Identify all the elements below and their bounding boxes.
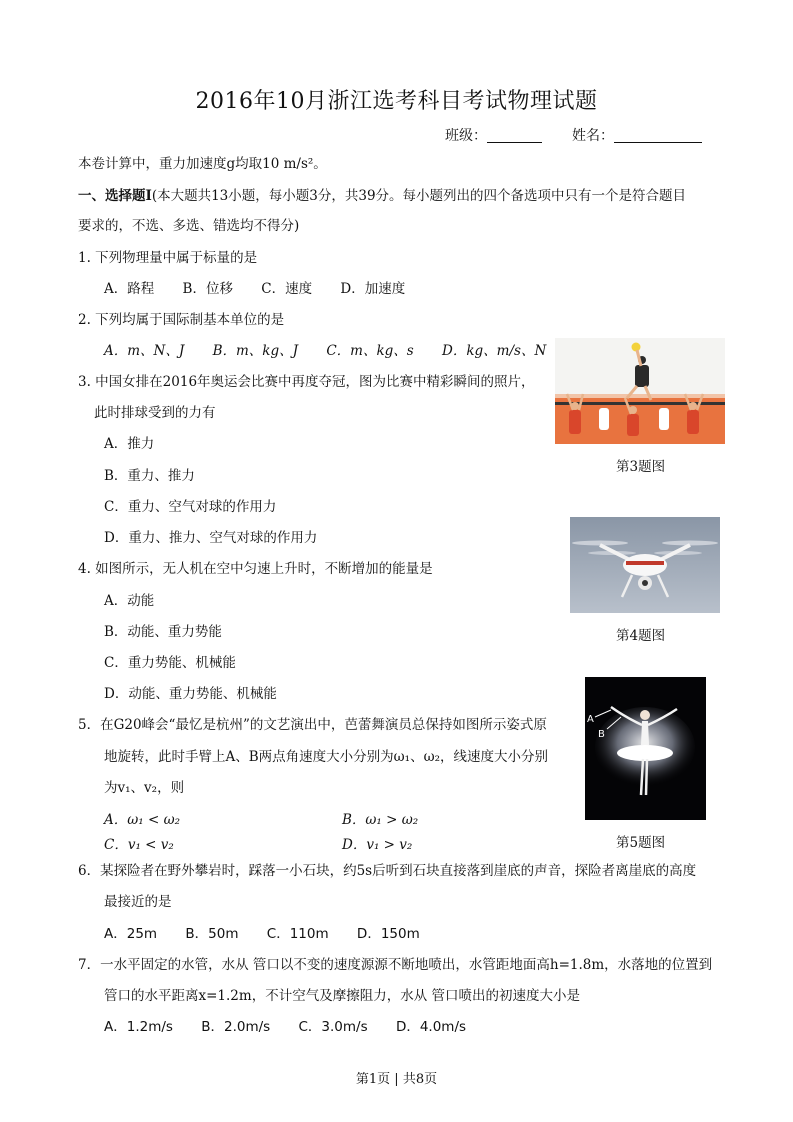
q3-option-c: C．重力、空气对球的作用力 <box>104 499 277 515</box>
q7-option-d: D．4.0m/s <box>395 1019 467 1035</box>
q3-stem-line2: 此时排球受到的力有 <box>94 405 216 421</box>
class-label: 班级： <box>445 128 487 144</box>
q4-stem: 4. 如图所示，无人机在空中匀速上升时，不断增加的能量是 <box>78 561 433 577</box>
q1-options <box>104 283 429 297</box>
point-b-label: B <box>598 729 605 740</box>
name-field <box>572 128 702 143</box>
q7-option-a: A．1.2m/s <box>104 1019 173 1035</box>
q6-option-d: D．150m <box>356 926 420 942</box>
section1-heading: 一、选择题Ⅰ <box>78 188 152 204</box>
q4-option-a: A．动能 <box>104 593 155 609</box>
q4-option-c: C．重力势能、机械能 <box>104 655 236 671</box>
q7-option-c: C．3.0m/s <box>298 1019 368 1035</box>
q7-option-b: B．2.0m/s <box>201 1019 271 1035</box>
q5-option-d: D．v₁ > v₂ <box>342 837 413 853</box>
q6-stem-line2: 最接近的是 <box>104 894 172 910</box>
q5-ballet-photo <box>585 677 706 820</box>
q6-options <box>104 928 444 942</box>
section1-desc-line2: 要求的，不选、多选、错选均不得分) <box>78 218 300 234</box>
q3-option-a: A．推力 <box>104 436 155 452</box>
q4-option-b: B．动能、重力势能 <box>104 624 222 640</box>
q5-option-a: A．ω₁ < ω₂ <box>104 812 180 828</box>
page-footer: 第1页 | 共8页 <box>355 1072 438 1087</box>
q1-option-c: C．速度 <box>261 281 313 297</box>
section1-header <box>78 190 686 204</box>
q3-option-d: D．重力、推力、空气对球的作用力 <box>104 530 318 546</box>
q6-option-a: A．25m <box>104 926 158 942</box>
q5-stem-line2: 地旋转，此时手臂上A、B两点角速度大小分别为ω₁、ω₂，线速度大小分别 <box>104 749 549 765</box>
drone-illustration <box>570 517 720 613</box>
q6-option-b: B．50m <box>185 926 239 942</box>
q1-option-a: A．路程 <box>104 281 155 297</box>
q2-option-d: D．kg、m/s、N <box>442 343 547 359</box>
q6-option-c: C．110m <box>266 926 329 942</box>
point-a-label: A <box>587 714 594 725</box>
q6-stem-line1: 6．某探险者在野外攀岩时，踩落一小石块，约5s后听到石块直接落到崖底的声音，探险者离崖底的高度 <box>78 863 697 879</box>
q5-stem-line3: 为v₁、v₂，则 <box>104 780 185 796</box>
name-label: 姓名： <box>572 128 614 144</box>
q3-volleyball-photo <box>555 338 725 444</box>
q1-option-d: D．加速度 <box>340 281 406 297</box>
q2-stem: 2. 下列均属于国际制基本单位的是 <box>78 312 285 328</box>
q2-options <box>104 345 570 359</box>
volleyball-illustration <box>555 338 725 444</box>
q5-option-c: C．v₁ < v₂ <box>104 837 174 853</box>
gravity-note: 本卷计算中，重力加速度g均取10 m/s²。 <box>78 156 327 172</box>
q5-caption: 第5题图 <box>616 835 666 851</box>
page-title: 2016年10月浙江选考科目考试物理试题 <box>195 89 598 114</box>
q3-caption: 第3题图 <box>616 459 666 475</box>
class-field <box>445 128 542 143</box>
q5-option-b: B．ω₁ > ω₂ <box>342 812 419 828</box>
q2-option-a: A．m、N、J <box>104 343 185 359</box>
q3-option-b: B．重力、推力 <box>104 468 195 484</box>
ballerina-illustration <box>585 677 706 820</box>
q7-stem-line1: 7．一水平固定的水管，水从 管口以不变的速度源源不断地喷出，水管距地面高h=1.8m，水落地的位置到 <box>78 957 713 973</box>
name-blank <box>614 128 702 143</box>
q1-option-b: B．位移 <box>182 281 233 297</box>
q7-stem-line2: 管口的水平距离x=1.2m，不计空气及摩擦阻力，水从 管口喷出的初速度大小是 <box>104 988 580 1004</box>
class-blank <box>487 128 542 143</box>
q1-stem: 1. 下列物理量中属于标量的是 <box>78 250 258 266</box>
q2-option-c: C．m、kg、s <box>326 343 414 359</box>
q7-options <box>104 1021 490 1035</box>
section1-desc-line1: (本大题共13小题，每小题3分，共39分。每小题列出的四个备选项中只有一个是符合题目 <box>151 188 687 204</box>
q4-caption: 第4题图 <box>616 628 666 644</box>
q5-stem-line1: 5．在G20峰会“最忆是杭州”的文艺演出中，芭蕾舞演员总保持如图所示姿式原 <box>78 717 547 733</box>
q4-drone-photo <box>570 517 720 613</box>
q4-option-d: D．动能、重力势能、机械能 <box>104 686 277 702</box>
q3-stem-line1: 3. 中国女排在2016年奥运会比赛中再度夺冠，图为比赛中精彩瞬间的照片， <box>78 374 535 390</box>
q2-option-b: B．m、kg、J <box>212 343 299 359</box>
